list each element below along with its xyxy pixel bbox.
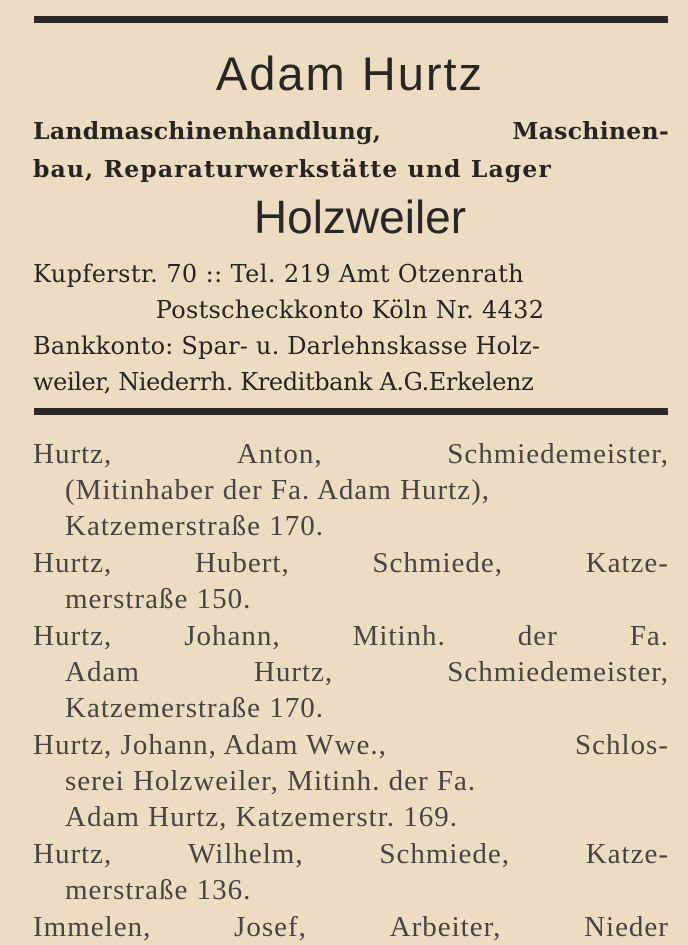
entry-text: Schlos- [575, 729, 669, 761]
entry-text: Hurtz, [33, 438, 113, 470]
town-name: Holzweiler [253, 191, 467, 243]
entry-text: der [517, 620, 558, 652]
bank-line-2: weiler, Niederrh. Kreditbank A.G.Erkelenz [33, 368, 534, 396]
entry-line [33, 836, 669, 872]
entry-line [33, 799, 669, 835]
directory-entry [33, 618, 669, 726]
entry-text: merstraße 150. [65, 583, 252, 615]
directory-entry [33, 436, 669, 544]
address-line: Kupferstr. 70 :: Tel. 219 Amt Otzenrath [33, 260, 524, 288]
entry-text: Adam Hurtz, Katzemerstr. 169. [65, 801, 459, 833]
text: Maschinen- [512, 117, 669, 145]
entry-text: Mitinh. [352, 620, 446, 652]
entry-text: Fa. [629, 620, 669, 652]
company-name: Adam Hurtz [215, 47, 485, 100]
entry-text: Hurtz, [33, 838, 113, 870]
entry-text: Katze- [585, 838, 669, 870]
directory-entry [33, 909, 669, 945]
entry-text: Katzemerstraße 170. [65, 692, 324, 724]
entry-text: Adam [65, 656, 140, 688]
entry-line [33, 472, 669, 508]
entry-line [33, 872, 669, 908]
text: Landmaschinenhandlung, [33, 117, 382, 145]
entry-line [33, 581, 669, 617]
entry-text: serei Holzweiler, Mitinh. der Fa. [65, 765, 477, 797]
directory-entry [33, 545, 669, 617]
entry-line [33, 508, 669, 544]
entry-line [33, 727, 669, 763]
directory-entry [33, 836, 669, 908]
entry-text: Hurtz, [253, 656, 334, 688]
entry-text: Katzemerstraße 170. [65, 510, 324, 542]
entry-text: Hurtz, Johann, Adam Wwe., [33, 729, 387, 761]
top-rule [34, 16, 668, 23]
entry-line [33, 690, 669, 726]
directory-entry [33, 727, 669, 835]
entry-text: Johann, [184, 620, 281, 652]
entry-text: Schmiedemeister, [447, 438, 669, 470]
entry-text: Nieder [584, 911, 669, 943]
entry-text: Schmiedemeister, [447, 656, 669, 688]
business-line-1 [33, 117, 669, 145]
entry-text: merstraße 136. [65, 874, 252, 906]
entry-text: Wilhelm, [188, 838, 304, 870]
entry-text: Hurtz, [33, 547, 113, 579]
entry-line [33, 909, 669, 945]
bottom-rule [34, 408, 668, 415]
entry-line [33, 436, 669, 472]
entry-text: Anton, [236, 438, 323, 470]
entry-text: Immelen, [33, 911, 152, 943]
entry-text: Schmiede, [372, 547, 504, 579]
entry-text: Arbeiter, [389, 911, 502, 943]
entry-line [33, 763, 669, 799]
bank-line-1: Bankkonto: Spar- u. Darlehnskasse Holz- [33, 332, 541, 360]
entry-text: Hurtz, [33, 620, 113, 652]
business-line-2: bau, Reparaturwerkstätte und Lager [33, 155, 552, 183]
entry-line [33, 654, 669, 690]
entry-text: Hubert, [194, 547, 290, 579]
entry-line [33, 545, 669, 581]
entry-text: Katze- [585, 547, 669, 579]
postscheck-line: Postscheckkonto Köln Nr. 4432 [155, 296, 545, 324]
entry-text: Josef, [234, 911, 307, 943]
entry-line [33, 618, 669, 654]
entry-text: (Mitinhaber der Fa. Adam Hurtz), [65, 474, 491, 506]
entry-text: Schmiede, [379, 838, 510, 870]
